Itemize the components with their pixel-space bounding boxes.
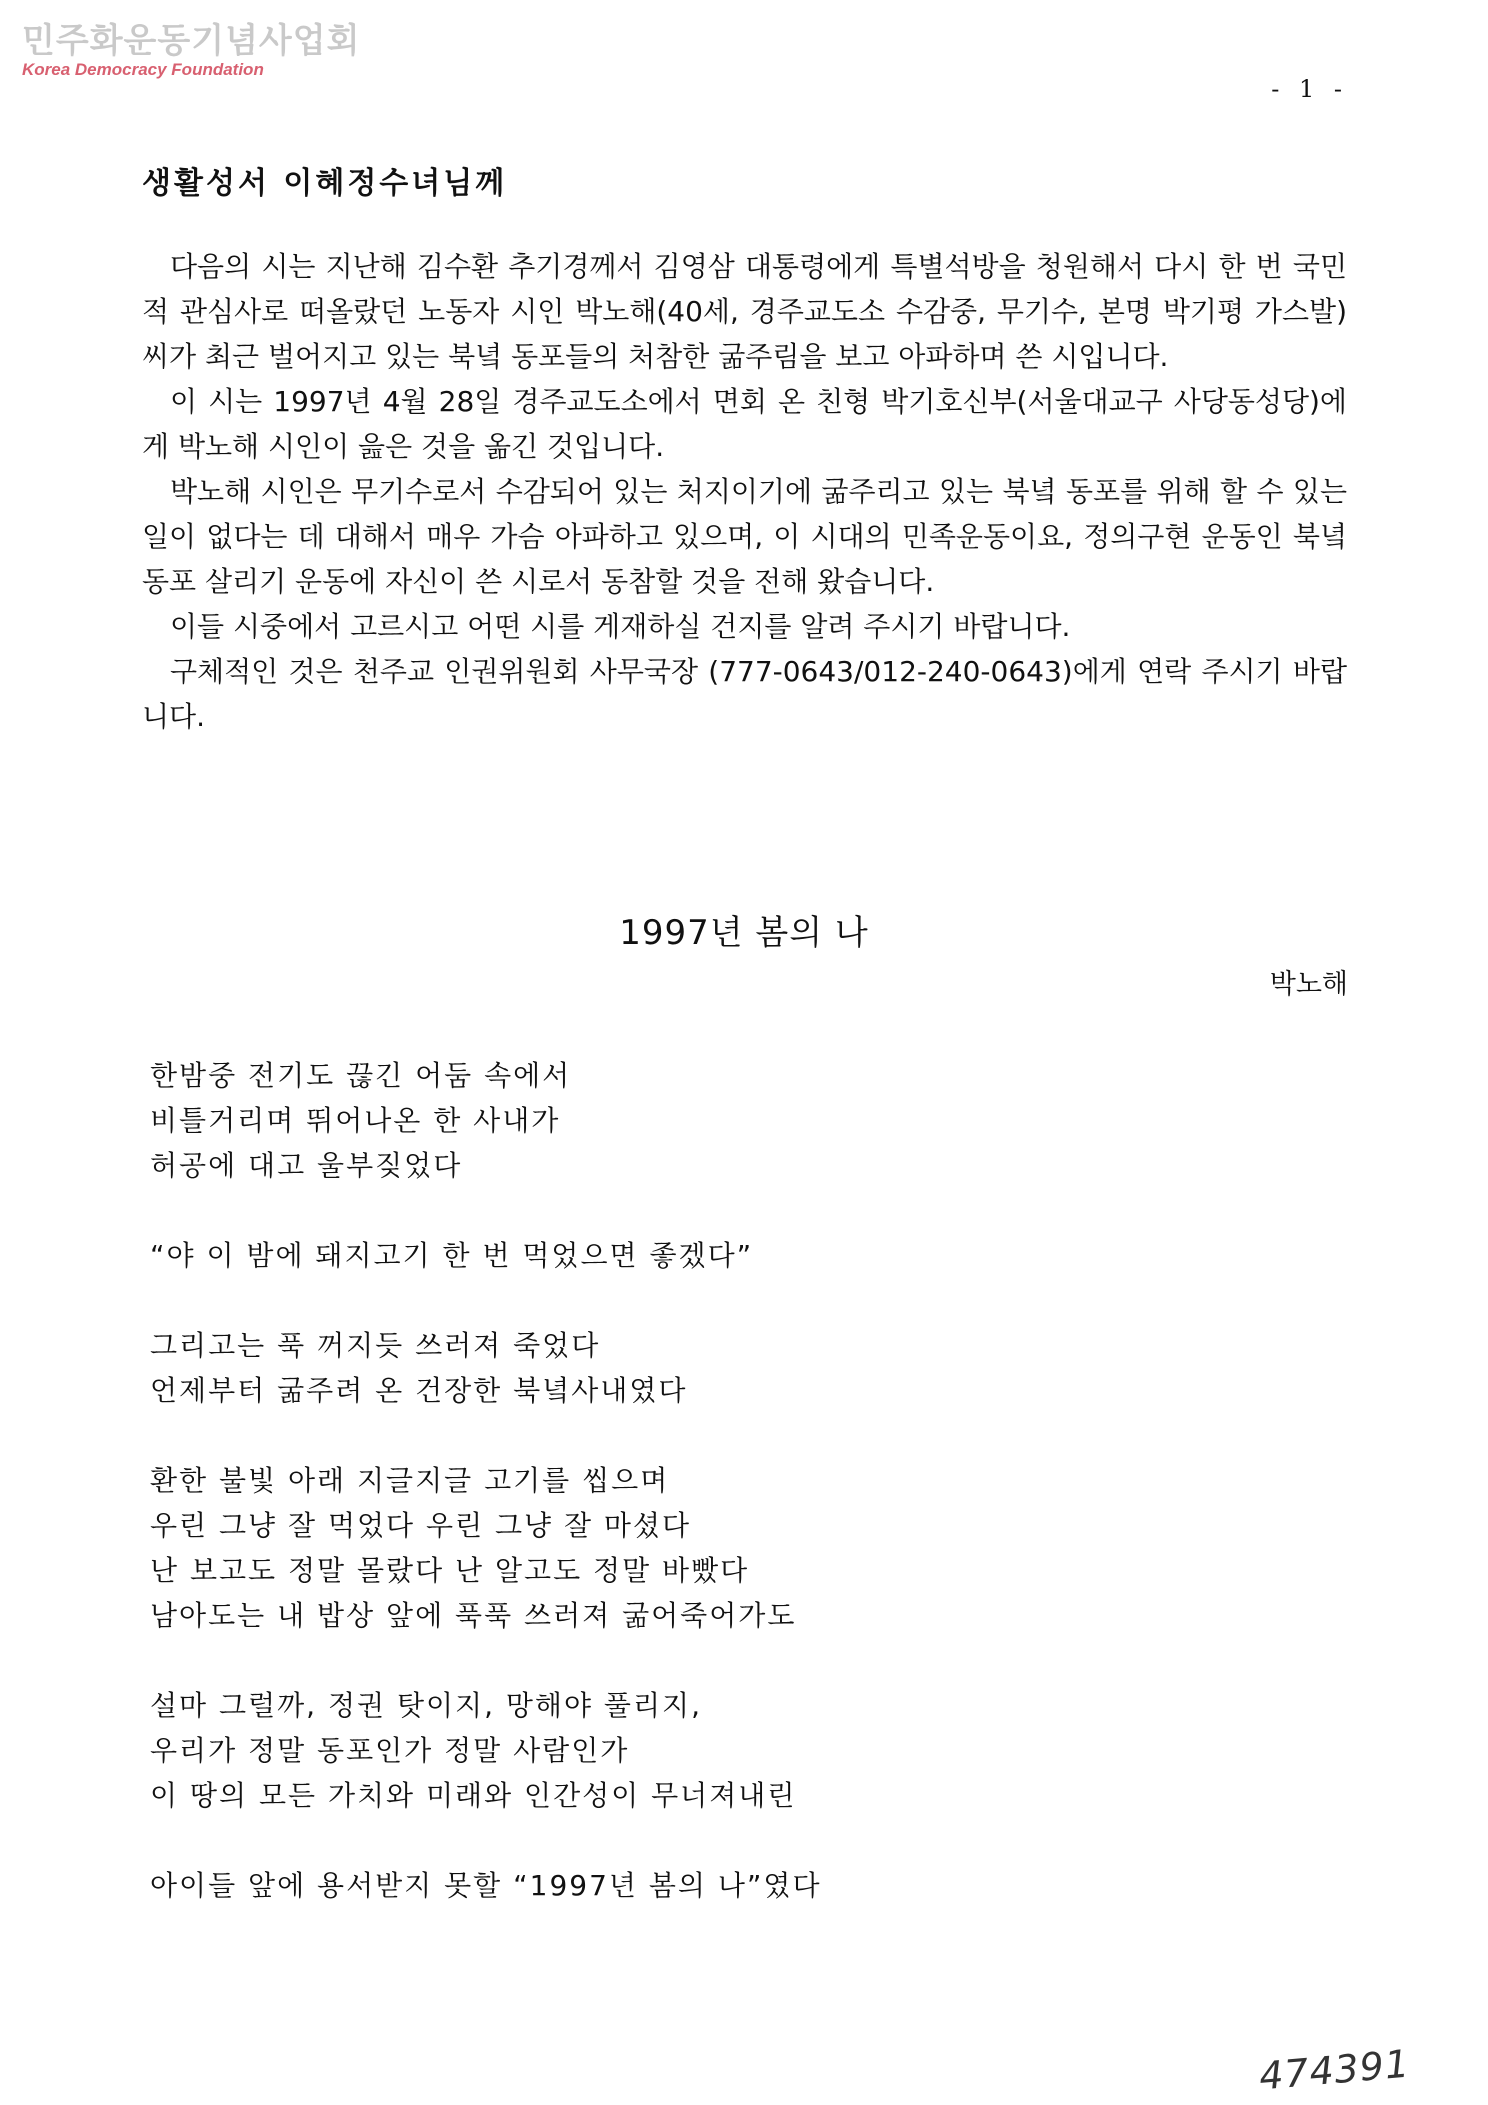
poem-stanza (150, 1863, 1300, 1908)
letter-paragraph: 다음의 시는 지난해 김수환 추기경께서 김영삼 대통령에게 특별석방을 청원해서 다시 한 번 국민적 관심사로 떠올랐던 노동자 시인 박노해(40세, 경주교도소 수감중, 무기수, 본명 박기평 가스발)씨가 최근 벌어지고 있는 북녘 동포들의 처참한 굶주림을 보고 아파하며 쓴 시입니다. (142, 250, 1347, 373)
letter-paragraph: 박노해 시인은 무기수로서 수감되어 있는 처지이기에 굶주리고 있는 북녘 동포를 위해 할 수 있는 일이 없다는 데 대해서 매우 가슴 아파하고 있으며, 이 시대의 민족운동이요, 정의구현 운동인 북녘 동포 살리기 운동에 자신이 쓴 시로서 동참할 것을 전해 왔습니다. (142, 475, 1347, 598)
poem-line: 한밤중 전기도 끊긴 어둠 속에서 (150, 1059, 572, 1092)
foundation-watermark (22, 21, 361, 80)
handwritten-archive-number: 474391 (1257, 2041, 1412, 2099)
poem-line: 이 땅의 모든 가치와 미래와 인간성이 무너져내린 (150, 1779, 797, 1812)
poem-stanza (150, 1233, 1300, 1278)
poem-body (150, 1053, 1300, 1953)
watermark-korean-text: 민주화운동기념사업회 (22, 21, 361, 61)
poem-line: 남아도는 내 밥상 앞에 푹푹 쓰러져 굶어죽어가도 (150, 1599, 797, 1632)
salutation-heading: 생활성서 이혜정수녀님께 (142, 166, 508, 201)
watermark-english-text: Korea Democracy Foundation (22, 60, 264, 79)
page-number: - 1 - (1271, 75, 1348, 103)
poem-line: 비틀거리며 뛰어나온 한 사내가 (150, 1104, 561, 1137)
poem-line: 우리가 정말 동포인가 정말 사람인가 (150, 1734, 630, 1767)
poem-line: 언제부터 굶주려 온 건장한 북녘사내였다 (150, 1374, 688, 1407)
letter-body (142, 244, 1347, 739)
poem-author: 박노해 (1269, 969, 1348, 1000)
letter-paragraph: 구체적인 것은 천주교 인권위원회 사무국장 (777-0643/012-240-0643)에게 연락 주시기 바랍니다. (142, 655, 1347, 733)
poem-line: 그리고는 푹 꺼지듯 쓰러져 죽었다 (150, 1329, 601, 1362)
poem-stanza (150, 1053, 1300, 1188)
poem-line: 환한 불빛 아래 지글지글 고기를 씹으며 (150, 1464, 670, 1497)
poem-title: 1997년 봄의 나 (619, 913, 869, 953)
poem-line: 설마 그럴까, 정권 탓이지, 망해야 풀리지, (150, 1689, 702, 1722)
poem-line: 우린 그냥 잘 먹었다 우린 그냥 잘 마셨다 (150, 1509, 692, 1542)
poem-stanza (150, 1458, 1300, 1638)
letter-paragraph: 이 시는 1997년 4월 28일 경주교도소에서 면회 온 친형 박기호신부(서울대교구 사당동성당)에게 박노해 시인이 읊은 것을 옮긴 것입니다. (142, 385, 1347, 463)
poem-line: “야 이 밤에 돼지고기 한 번 먹었으면 좋겠다” (150, 1239, 754, 1272)
letter-paragraph: 이들 시중에서 고르시고 어떤 시를 게재하실 건지를 알려 주시기 바랍니다. (170, 610, 1071, 643)
poem-stanza (150, 1323, 1300, 1413)
poem-stanza (150, 1683, 1300, 1818)
poem-line: 허공에 대고 울부짖었다 (150, 1149, 463, 1182)
poem-line: 난 보고도 정말 몰랐다 난 알고도 정말 바빴다 (150, 1554, 750, 1587)
poem-line: 아이들 앞에 용서받지 못할 “1997년 봄의 나”였다 (150, 1869, 822, 1902)
